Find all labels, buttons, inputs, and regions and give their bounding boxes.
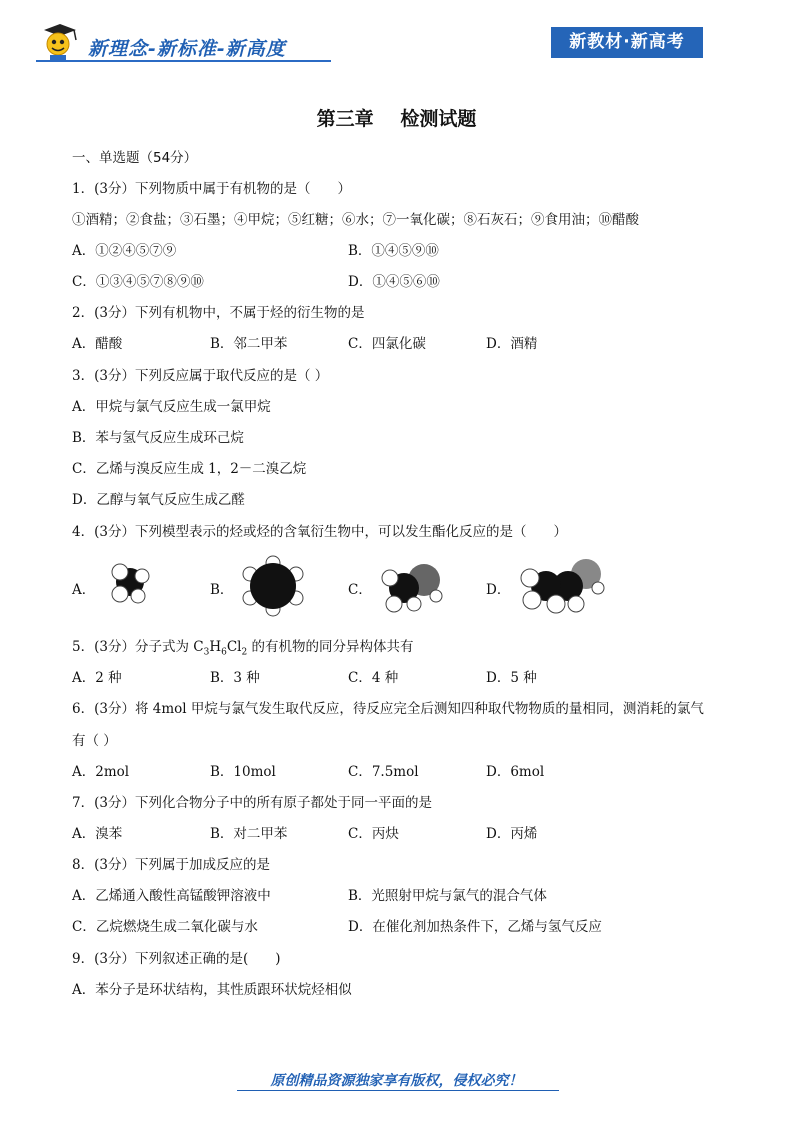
footer-copyright: 原创精品资源独家享有版权，侵权必究！ [270, 1073, 523, 1089]
q5-formula-c: C [193, 639, 204, 655]
q8-option-a: A．乙烯通入酸性高锰酸钾溶液中 [72, 888, 271, 904]
ethanol-model-icon [514, 554, 606, 616]
q1-option-a: A．①②④⑤⑦⑨ [72, 243, 177, 259]
benzene-model-icon [238, 552, 308, 618]
header-brand-slogan: 新理念-新标准-新高度 [88, 38, 286, 60]
q5-stem-pre: 5．(3分）分子式为 [72, 639, 194, 655]
mascot-logo-icon [36, 22, 84, 62]
title-chapter: 第三章 [316, 108, 374, 130]
q7-option-b: B．对二甲苯 [210, 826, 288, 842]
q6-option-b: B．10mol [210, 764, 276, 780]
q6-option-a: A．2mol [72, 764, 130, 780]
q6-stem: 6．(3分）将 4mol 甲烷与氯气发生取代反应，待反应完全后测知四种取代物物质的量相同，测消耗的氯气 [72, 701, 704, 717]
q8-stem: 8．(3分）下列属于加成反应的是 [72, 857, 270, 873]
q3-option-b: B．苯与氢气反应生成环己烷 [72, 430, 244, 446]
q5-option-a: A．2 种 [72, 670, 122, 686]
q5-formula-h: H [209, 639, 222, 655]
section-heading-single-choice: 一、单选题（54分） [72, 150, 198, 166]
methanol-model-icon [376, 560, 444, 616]
q6-option-d: D．6mol [486, 764, 545, 780]
q3-option-a: A．甲烷与氯气反应生成一氯甲烷 [72, 399, 271, 415]
q5-formula-h-sub: 6 [221, 647, 227, 658]
q5-option-b: B．3 种 [210, 670, 260, 686]
q4-option-b: B． [210, 582, 234, 598]
q3-option-d: D．乙醇与氧气反应生成乙醛 [72, 492, 245, 508]
q4-option-a: A． [72, 582, 96, 598]
q1-option-b: B．①④⑤⑨⑩ [348, 243, 439, 259]
q5-formula-cl: Cl [226, 639, 242, 655]
q1-items: ①酒精；②食盐；③石墨；④甲烷；⑤红糖；⑥水；⑦一氧化碳；⑧石灰石；⑨食用油；⑩醋酸 [72, 212, 639, 228]
footer-underline [237, 1090, 559, 1091]
q5-formula-cl-sub: 2 [241, 647, 248, 658]
methane-model-icon [104, 560, 156, 608]
q7-option-d: D．丙烯 [486, 826, 538, 842]
title-subject: 检测试题 [400, 108, 477, 130]
q5-stem [72, 635, 414, 658]
q2-option-a: A．醋酸 [72, 336, 123, 352]
q9-stem: 9．(3分）下列叙述正确的是( ) [72, 951, 281, 967]
page-title [0, 104, 793, 131]
q5-formula-c-sub: 3 [203, 647, 210, 658]
q2-option-d: D．酒精 [486, 336, 538, 352]
q5-stem-post: 的有机物的同分异构体共有 [247, 639, 414, 655]
q1-option-d: D．①④⑤⑥⑩ [348, 274, 440, 290]
q9-option-a: A．苯分子是环状结构，其性质跟环状烷烃相似 [72, 982, 352, 998]
q7-option-a: A．溴苯 [72, 826, 123, 842]
q2-option-b: B．邻二甲苯 [210, 336, 288, 352]
q4-option-c: C． [348, 582, 372, 598]
q2-stem: 2．(3分）下列有机物中，不属于烃的衍生物的是 [72, 305, 365, 321]
q1-stem: 1．(3分）下列物质中属于有机物的是（ ） [72, 181, 351, 197]
q4-stem: 4．(3分）下列模型表示的烃或烃的含氧衍生物中，可以发生酯化反应的是（ ） [72, 524, 567, 540]
q8-option-c: C．乙烷燃烧生成二氧化碳与水 [72, 919, 258, 935]
q6-option-c: C．7.5mol [348, 764, 419, 780]
q6-stem-continued: 有（ ） [72, 733, 117, 749]
q1-option-c: C．①③④⑤⑦⑧⑨⑩ [72, 274, 204, 290]
q8-option-d: D．在催化剂加热条件下，乙烯与氢气反应 [348, 919, 602, 935]
q2-option-c: C．四氯化碳 [348, 336, 426, 352]
q4-option-d: D． [486, 582, 511, 598]
header-badge: 新教材·新高考 [551, 27, 703, 58]
q7-option-c: C．丙炔 [348, 826, 399, 842]
q5-option-c: C．4 种 [348, 670, 399, 686]
q3-option-c: C．乙烯与溴反应生成 1，2－二溴乙烷 [72, 461, 307, 477]
header-underline [36, 60, 331, 62]
q7-stem: 7．(3分）下列化合物分子中的所有原子都处于同一平面的是 [72, 795, 432, 811]
q5-option-d: D．5 种 [486, 670, 537, 686]
q5-formula [193, 639, 248, 658]
q3-stem: 3．(3分）下列反应属于取代反应的是（ ） [72, 368, 329, 384]
q8-option-b: B．光照射甲烷与氯气的混合气体 [348, 888, 547, 904]
